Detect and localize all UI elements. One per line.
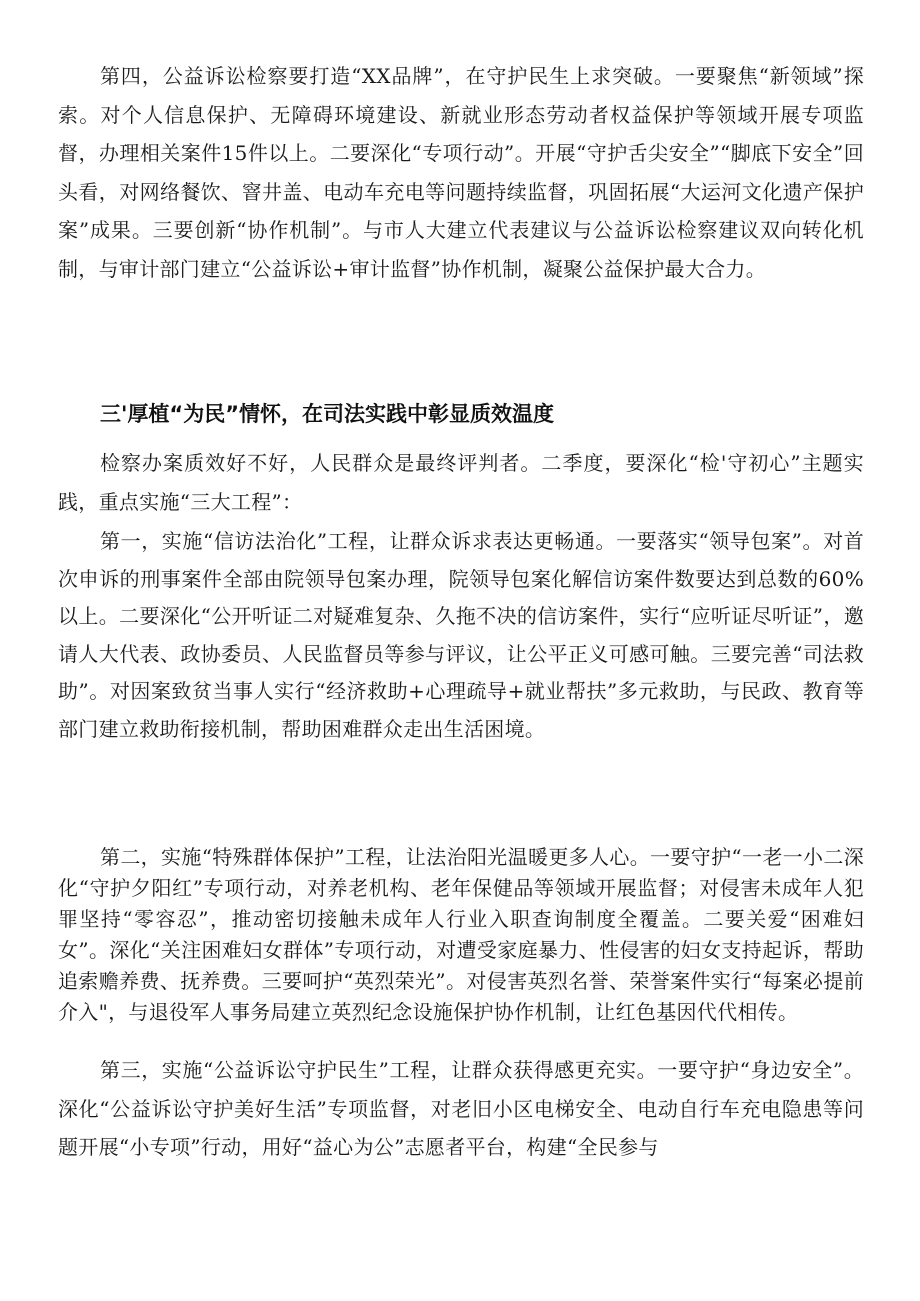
paragraph-third-project: 第三，实施“公益诉讼守护民生”工程，让群众获得感更充实。一要守护“身边安全”。深化“公益诉讼守护美好生活”专项监督，对老旧小区电梯安全、电动自行车充电隐患等问题开展“小专项”行动，用好“益心为公”志愿者平台，构建“全民参与	[58, 1058, 864, 1160]
paragraph-second-project: 第二，实施“特殊群体保护”工程，让法治阳光温暖更多人心。一要守护“一老一小二深化“守护夕阳红”专项行动，对养老机构、老年保健品等领域开展监督；对侵害未成年人犯罪坚持“零容忍”，推动密切接触未成年人行业入职查询制度全覆盖。二要关爱“困难妇女”。深化“关注困难妇女群体”专项行动，对遭受家庭暴力、性侵害的妇女支持起诉，帮助追索赡养费、抚养费。三要呵护“英烈荣光”。对侵害英烈名誉、荣誉案件实行“每案必提前介入"，与退役军人事务局建立英烈纪念设施保护协作机制，让红色基因代代相传。	[58, 845, 864, 1024]
paragraph-intro: 检察办案质效好不好，人民群众是最终评判者。二季度，要深化“检'守初心”主题实践，重点实施“三大工程”：	[58, 451, 864, 514]
paragraph-first-project: 第一，实施“信访法治化”工程，让群众诉求表达更畅通。一要落实“领导包案”。对首次申诉的刑事案件全部由院领导包案办理，院领导包案化解信访案件数要达到总数的60%以上。二要深化“公开听证二对疑难复杂、久拖不决的信访案件，实行“应听证尽听证”，邀请人大代表、政协委员、人民监督员等参与评议，让公平正义可感可触。三要完善“司法救助”。对因案致贫当事人实行“经济救助+心理疏导+就业帮扶”多元救助，与民政、教育等部门建立救助衔接机制，帮助困难群众走出生活困境。	[58, 529, 864, 741]
paragraph-public-interest-litigation: 第四，公益诉讼检察要打造“XX品牌”，在守护民生上求突破。一要聚焦“新领域”探索。对个人信息保护、无障碍环境建设、新就业形态劳动者权益保护等领域开展专项监督，办理相关案件15件以上。二要深化“专项行动”。开展“守护舌尖安全”“脚底下安全”回头看，对网络餐饮、窨井盖、电动车充电等问题持续监督，巩固拓展“大运河文化遗产保护案”成果。三要创新“协作机制”。与市人大建立代表建议与公益诉讼检察建议双向转化机制，与审计部门建立“公益诉讼+审计监督”协作机制，凝聚公益保护最大合力。	[58, 64, 864, 281]
section-heading: 三'厚植“为民”情怀，在司法实践中彰显质效温度	[100, 402, 555, 426]
